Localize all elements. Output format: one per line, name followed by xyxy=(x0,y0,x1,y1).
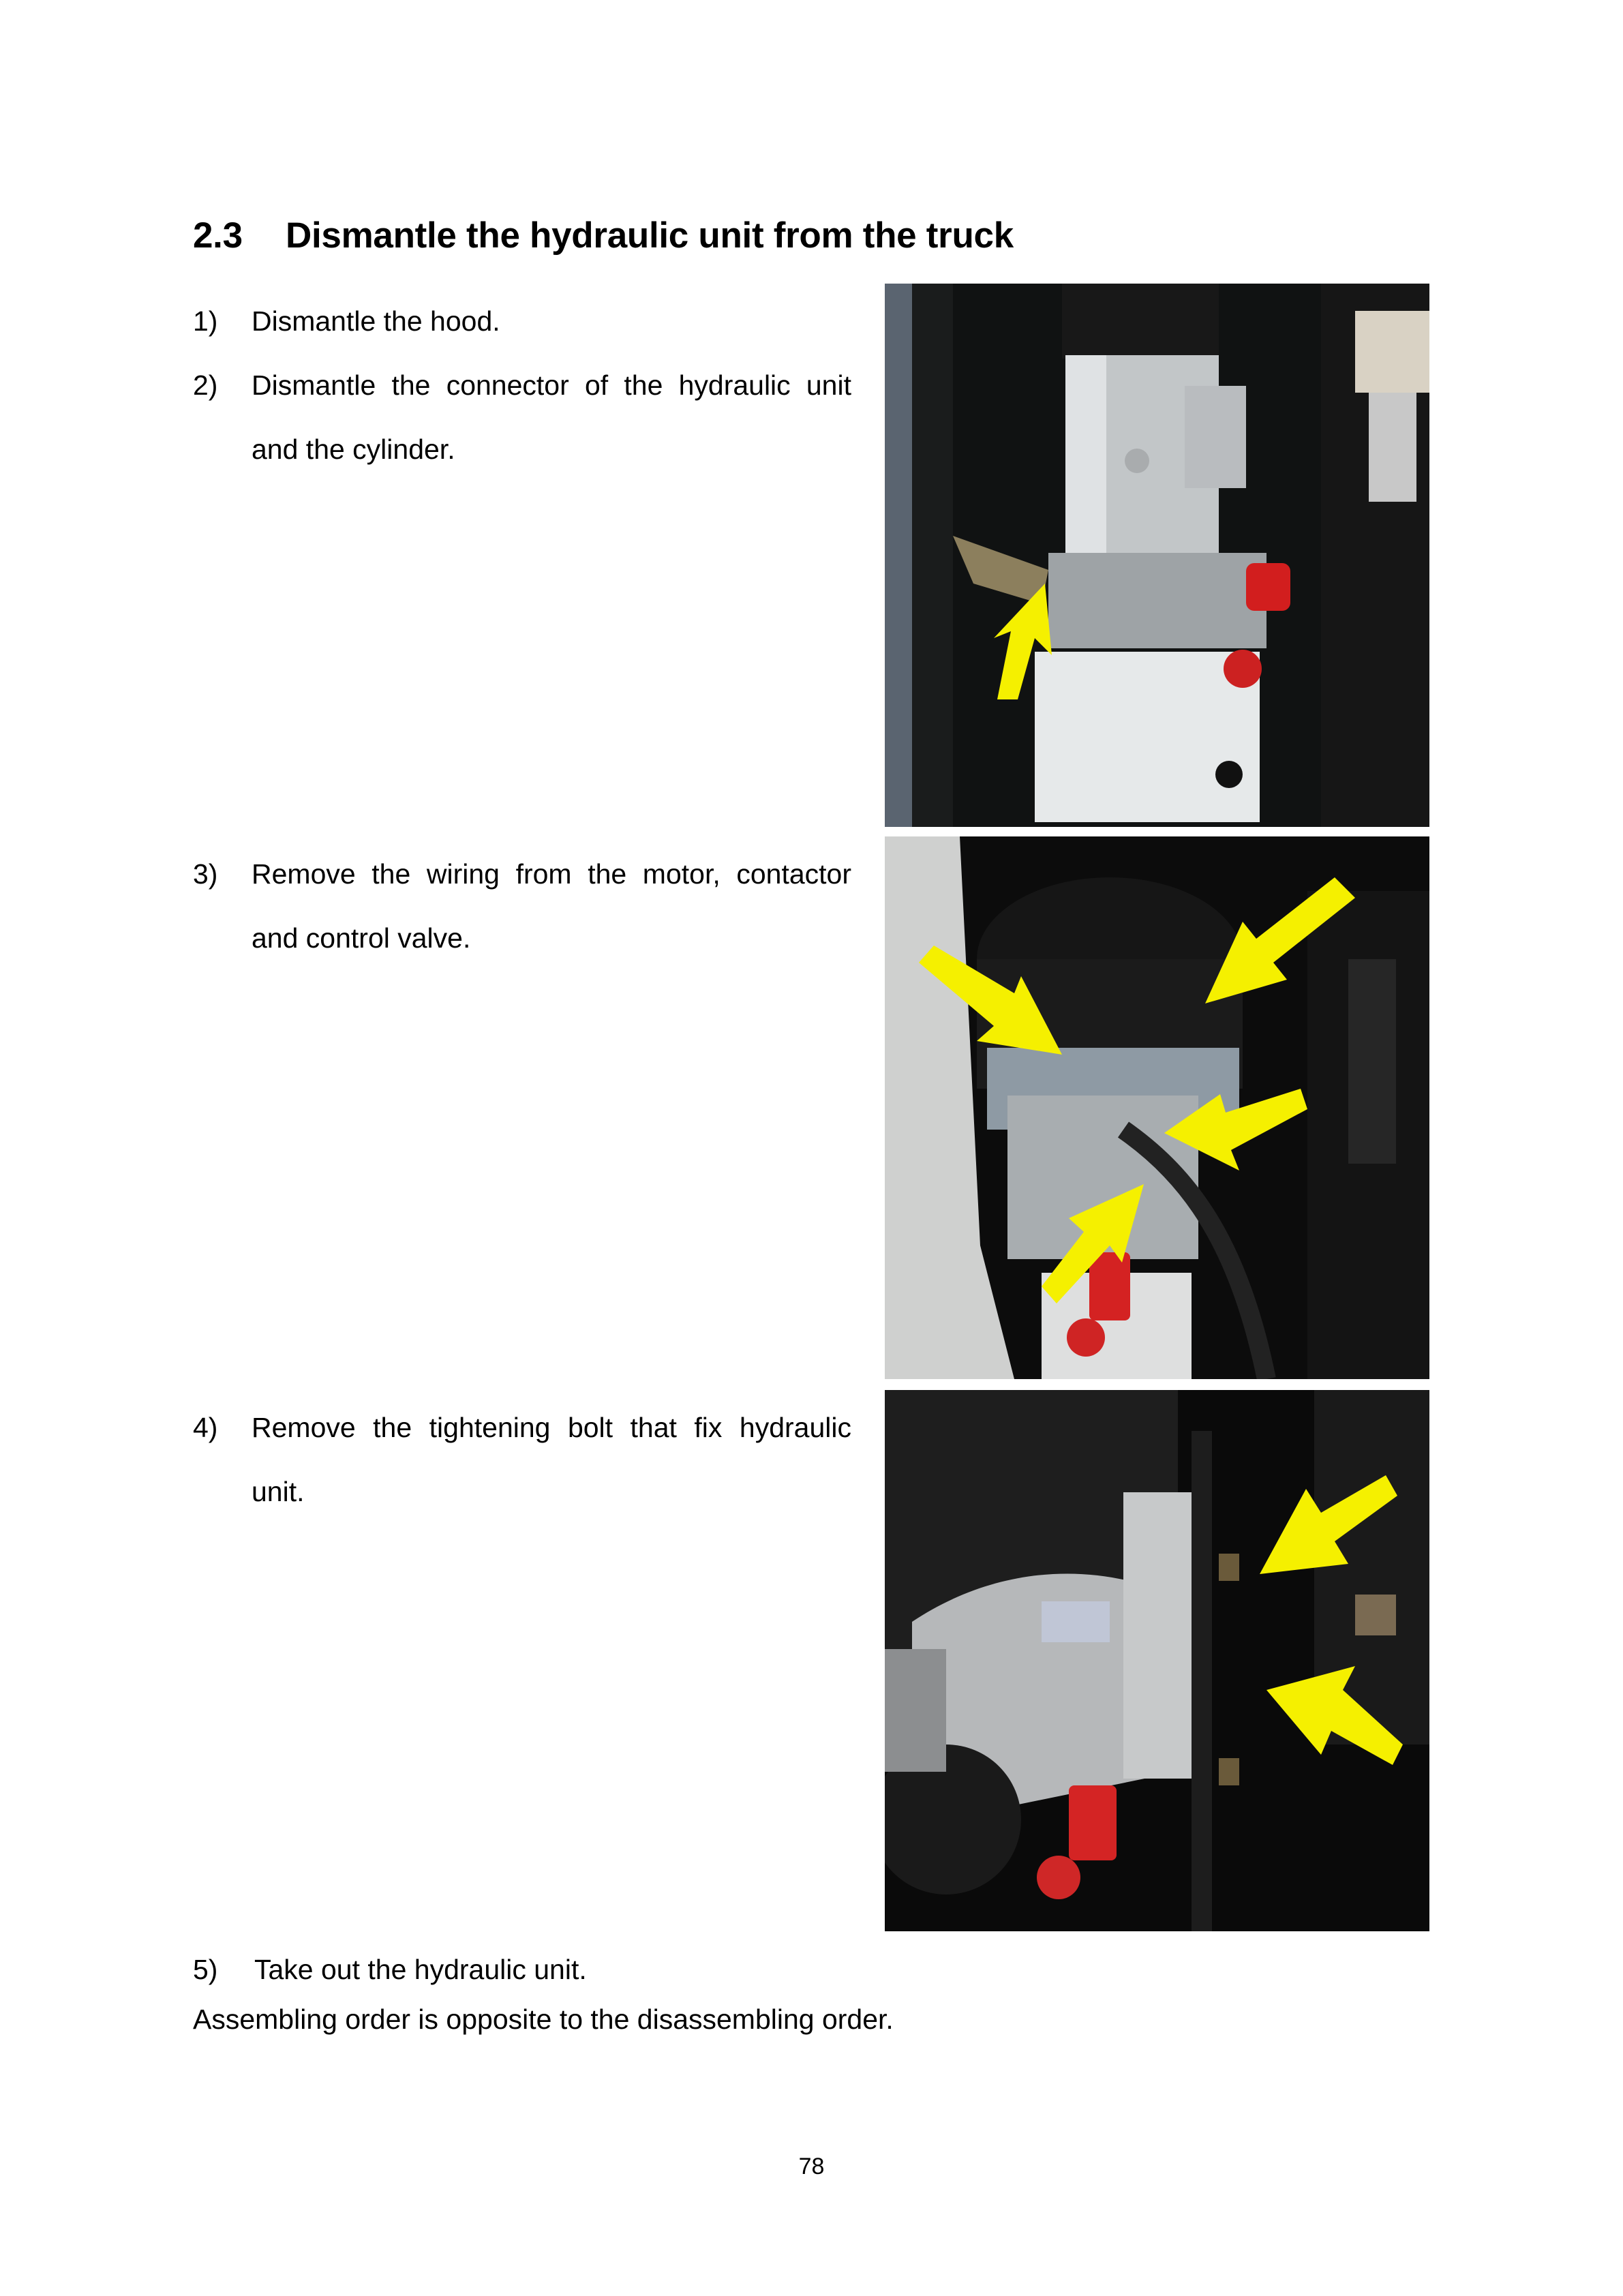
page-number: 78 xyxy=(798,2154,825,2179)
step-text: Remove the wiring from the motor, contactor and control valve. xyxy=(252,858,851,954)
step-text: Dismantle the connector of the hydraulic unit and the cylinder. xyxy=(252,369,851,465)
assembly-note: Assembling order is opposite to the disassembling order. xyxy=(193,2004,894,2035)
step-marker: 3) xyxy=(193,858,218,890)
step-3 xyxy=(193,842,851,970)
step-2 xyxy=(193,353,851,481)
step-text: Remove the tightening bolt that fix hydraulic unit. xyxy=(252,1412,851,1507)
photo-mounting-bolts xyxy=(885,1390,1429,1931)
step-marker: 2) xyxy=(193,369,218,401)
step-text: Dismantle the hood. xyxy=(252,305,500,337)
step-1 xyxy=(193,289,851,353)
section-heading xyxy=(193,214,1014,258)
hydraulic-unit-image xyxy=(885,284,1429,827)
step-marker: 1) xyxy=(193,305,218,337)
photo-motor-wiring xyxy=(885,836,1429,1379)
step-marker: 4) xyxy=(193,1412,218,1443)
motor-wiring-image xyxy=(885,836,1429,1379)
step-text: Take out the hydraulic unit. xyxy=(254,1954,587,1985)
mounting-bolts-image xyxy=(885,1390,1429,1931)
step-marker: 5) xyxy=(193,1954,218,1985)
section-title: Dismantle the hydraulic unit from the truck xyxy=(286,215,1014,256)
photo-hydraulic-connector xyxy=(885,284,1429,827)
step-4 xyxy=(193,1395,851,1524)
step-5 xyxy=(193,1953,587,1986)
section-number: 2.3 xyxy=(193,215,243,256)
